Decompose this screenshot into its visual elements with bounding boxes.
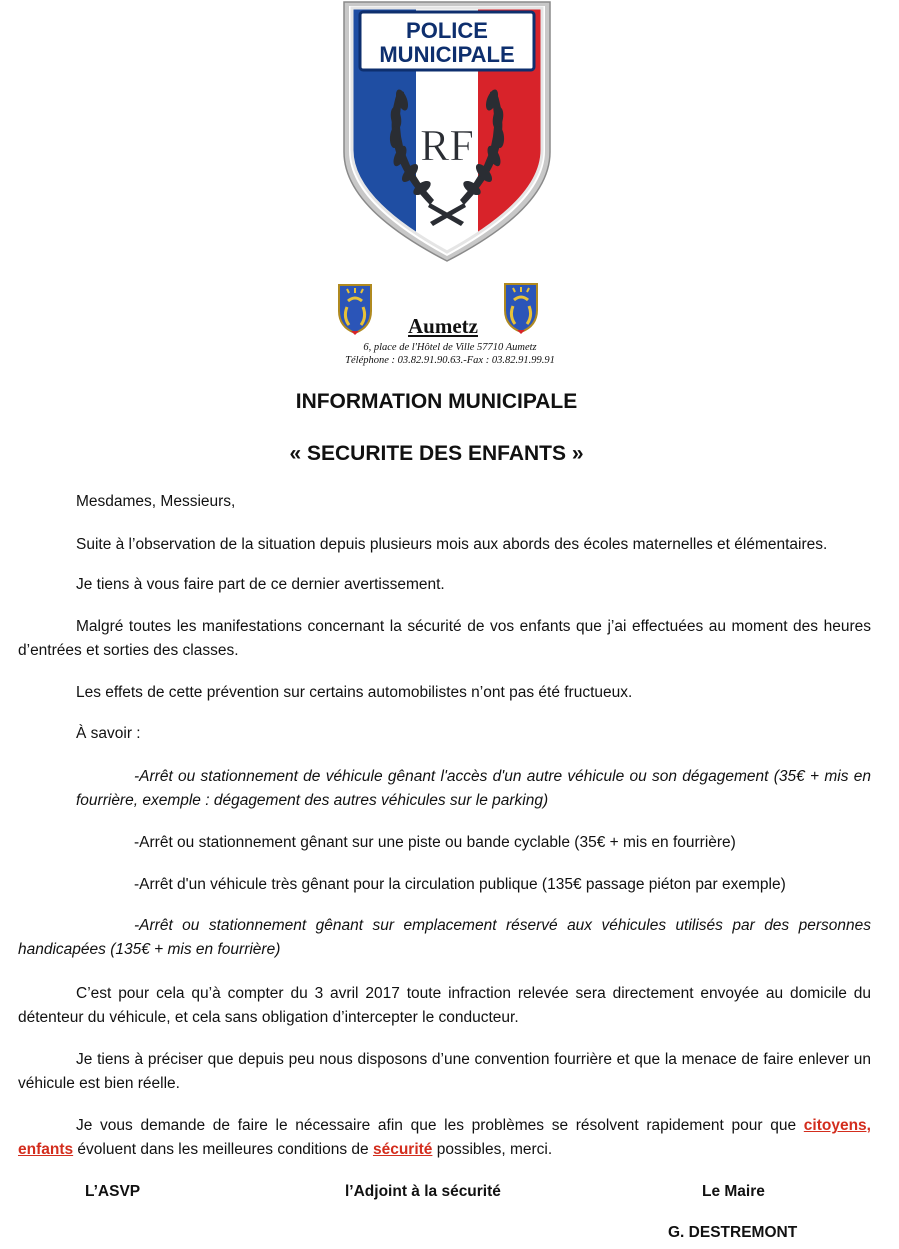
list-item: -Arrêt ou stationnement gênant sur emplacement réservé aux véhicules utilisés par des personnes handicapées (135€ + mis en fourrière) — [18, 917, 871, 958]
highlight-citizens-children: citoyens, enfants — [18, 1117, 871, 1158]
signature-maire: Le Maire — [702, 1183, 765, 1200]
signature-adjoint: l’Adjoint à la sécurité — [345, 1183, 501, 1200]
list-item: -Arrêt ou stationnement de véhicule gênant l'accès d'un autre véhicule ou son dégagement (35€ + mis en fourrière, exemple : dégagement des autres véhicules sur le parking) — [76, 768, 871, 809]
paragraph-1: Suite à l’observation de la situation depuis plusieurs mois aux abords des écoles maternelles et élémentaires. — [76, 536, 828, 553]
police-municipale-badge — [338, 0, 556, 262]
highlight-security: sécurité — [372, 1141, 433, 1158]
paragraph-4: Les effets de cette prévention sur certains automobilistes n’ont pas été fructueux. — [76, 684, 633, 701]
paragraph-8-part1: Je vous demande de faire le nécessaire afin que les problèmes se résolvent rapidement pour que — [76, 1117, 804, 1134]
town-name: Aumetz — [408, 314, 478, 338]
paragraph-8 — [18, 1114, 871, 1162]
list-item: -Arrêt ou stationnement gênant sur une piste ou bande cyclable (35€ + mis en fourrière) — [134, 834, 736, 851]
paragraph-6: C’est pour cela qu’à compter du 3 avril 2017 toute infraction relevée sera directement envoyée au domicile du détenteur du véhicule, et cela sans obligation d’intercepter le conducteur. — [18, 985, 871, 1026]
paragraph-5: À savoir : — [76, 725, 141, 742]
paragraph-8-part2: évoluent dans les meilleures conditions de — [73, 1141, 373, 1158]
town-phone-fax: Téléphone : 03.82.91.90.63.-Fax : 03.82.91.99.91 — [345, 355, 555, 366]
coat-of-arms-icon — [333, 281, 377, 335]
badge-line2: MUNICIPALE — [379, 42, 515, 67]
town-address: 6, place de l'Hôtel de Ville 57710 Aumetz — [363, 342, 537, 353]
paragraph-7: Je tiens à préciser que depuis peu nous disposons d’une convention fourrière et que la menace de faire enlever un véhicule est bien réelle. — [18, 1051, 871, 1092]
signature-maire-name: G. DESTREMONT — [668, 1224, 798, 1241]
paragraph-8-part3: possibles, merci. — [432, 1141, 553, 1158]
badge-line1: POLICE — [406, 18, 488, 43]
badge-emblem: RF — [420, 121, 474, 170]
paragraph-3: Malgré toutes les manifestations concernant la sécurité de vos enfants que j’ai effectuées au moment des heures d’entrées et sorties des classes. — [18, 618, 871, 659]
paragraph-2: Je tiens à vous faire part de ce dernier avertissement. — [76, 576, 445, 593]
page-subtitle: « SECURITE DES ENFANTS » — [289, 442, 584, 465]
page-title: INFORMATION MUNICIPALE — [295, 390, 578, 413]
list-item: -Arrêt d'un véhicule très gênant pour la circulation publique (135€ passage piéton par exemple) — [134, 876, 786, 893]
greeting: Mesdames, Messieurs, — [76, 493, 236, 510]
signature-asvp: L’ASVP — [85, 1183, 141, 1200]
